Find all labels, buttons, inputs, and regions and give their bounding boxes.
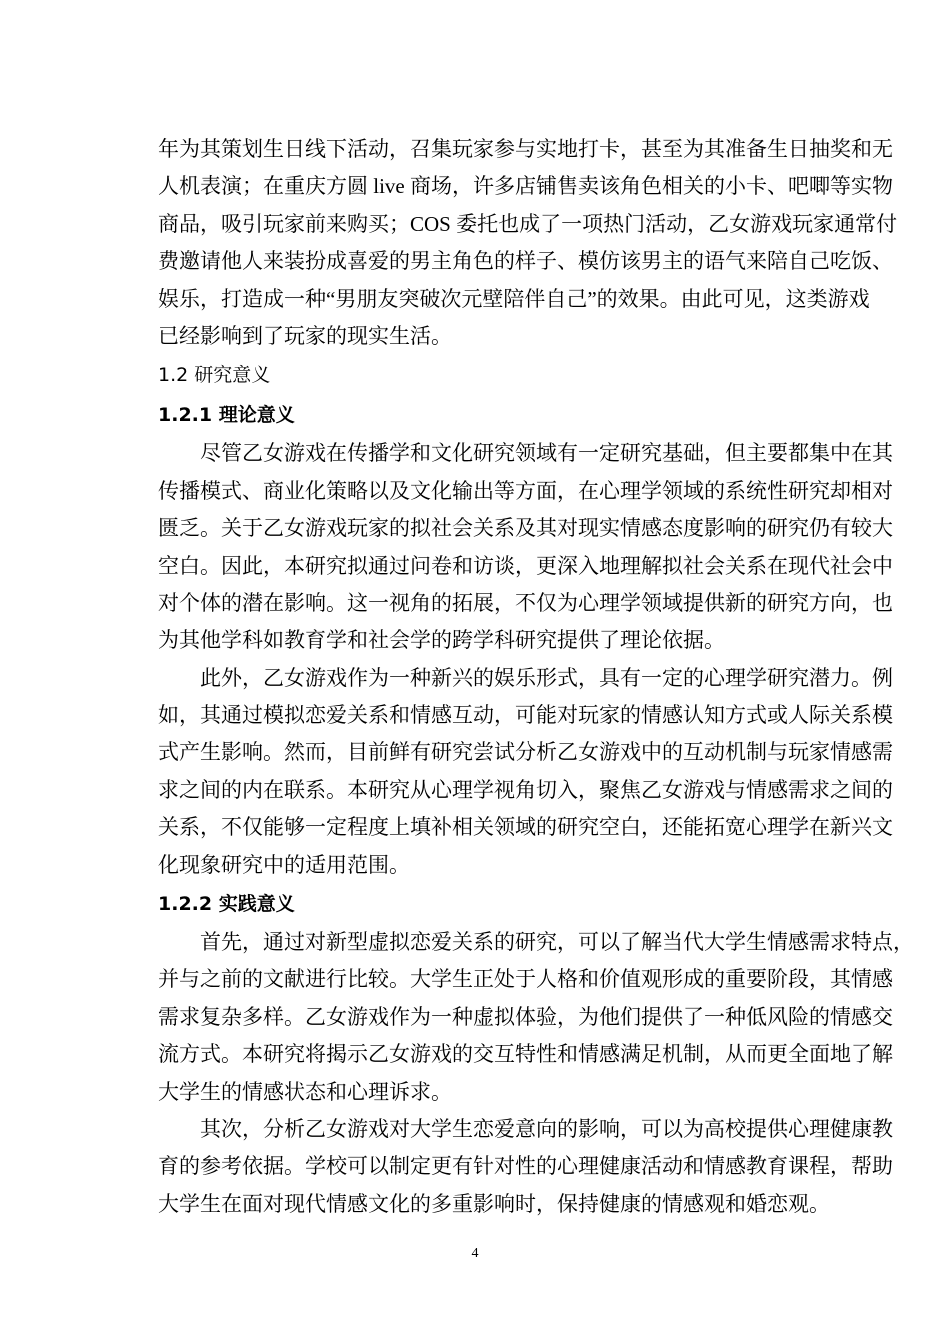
text-line: 商品，吸引玩家前来购买；COS 委托也成了一项热门活动，乙女游戏玩家通常付 — [158, 211, 898, 236]
section-heading: 1.2 研究意义 — [158, 364, 271, 387]
paragraph — [158, 1111, 893, 1223]
text-line: 其次，分析乙女游戏对大学生恋爱意向的影响，可以为高校提供心理健康教 — [200, 1116, 893, 1141]
paragraph — [158, 131, 898, 355]
text-line: 费邀请他人来装扮成喜爱的男主角色的样子、模仿该男主的语气来陪自己吃饭、 — [158, 249, 893, 274]
paragraph — [158, 660, 893, 884]
text-line: 尽管乙女游戏在传播学和文化研究领域有一定研究基础，但主要都集中在其 — [200, 441, 893, 466]
paragraph — [158, 924, 914, 1111]
text-line: 化现象研究中的适用范围。 — [158, 852, 410, 877]
text-line: 年为其策划生日线下活动，召集玩家参与实地打卡，甚至为其准备生日抽奖和无 — [158, 137, 893, 161]
page-number: 4 — [471, 1246, 479, 1261]
subsection-heading: 1.2.2 实践意义 — [158, 893, 295, 916]
text-line: 传播模式、商业化策略以及文化输出等方面，在心理学领域的系统性研究却相对 — [158, 478, 893, 503]
text-line: 此外，乙女游戏作为一种新兴的娱乐形式，具有一定的心理学研究潜力。例 — [200, 665, 893, 690]
text-line: 对个体的潜在影响。这一视角的拓展，不仅为心理学领域提供新的研究方向，也 — [158, 590, 893, 615]
text-line: 首先，通过对新型虚拟恋爱关系的研究，可以了解当代大学生情感需求特点， — [200, 930, 914, 955]
text-line: 娱乐，打造成一种“男朋友突破次元壁陪伴自己”的效果。由此可见，这类游戏 — [158, 286, 870, 311]
text-line: 如，其通过模拟恋爱关系和情感互动，可能对玩家的情感认知方式或人际关系模 — [158, 703, 893, 728]
text-line: 大学生在面对现代情感文化的多重影响时，保持健康的情感观和婚恋观。 — [158, 1191, 830, 1216]
paragraph — [158, 435, 893, 659]
text-line: 为其他学科如教育学和社会学的跨学科研究提供了理论依据。 — [158, 628, 725, 653]
text-line: 育的参考依据。学校可以制定更有针对性的心理健康活动和情感教育课程，帮助 — [158, 1154, 893, 1179]
text-line: 式产生影响。然而，目前鲜有研究尝试分析乙女游戏中的互动机制与玩家情感需 — [158, 740, 893, 765]
text-line: 需求复杂多样。乙女游戏作为一种虚拟体验，为他们提供了一种低风险的情感交 — [158, 1004, 893, 1029]
document-body — [158, 131, 914, 1223]
text-line: 并与之前的文献进行比较。大学生正处于人格和价值观形成的重要阶段，其情感 — [158, 967, 893, 992]
text-line: 关系，不仅能够一定程度上填补相关领域的研究空白，还能拓宽心理学在新兴文 — [158, 815, 893, 840]
text-line: 流方式。本研究将揭示乙女游戏的交互特性和情感满足机制，从而更全面地了解 — [158, 1042, 893, 1067]
subsection-heading: 1.2.1 理论意义 — [158, 404, 295, 427]
text-line: 匮乏。关于乙女游戏玩家的拟社会关系及其对现实情感态度影响的研究仍有较大 — [158, 516, 893, 541]
text-line: 人机表演；在重庆方圆 live 商场，许多店铺售卖该角色相关的小卡、吧唧等实物 — [158, 174, 893, 199]
text-line: 空白。因此，本研究拟通过问卷和访谈，更深入地理解拟社会关系在现代社会中 — [158, 553, 893, 578]
text-line: 已经影响到了玩家的现实生活。 — [158, 323, 452, 348]
text-line: 求之间的内在联系。本研究从心理学视角切入，聚焦乙女游戏与情感需求之间的 — [158, 777, 893, 802]
text-line: 大学生的情感状态和心理诉求。 — [158, 1079, 452, 1104]
